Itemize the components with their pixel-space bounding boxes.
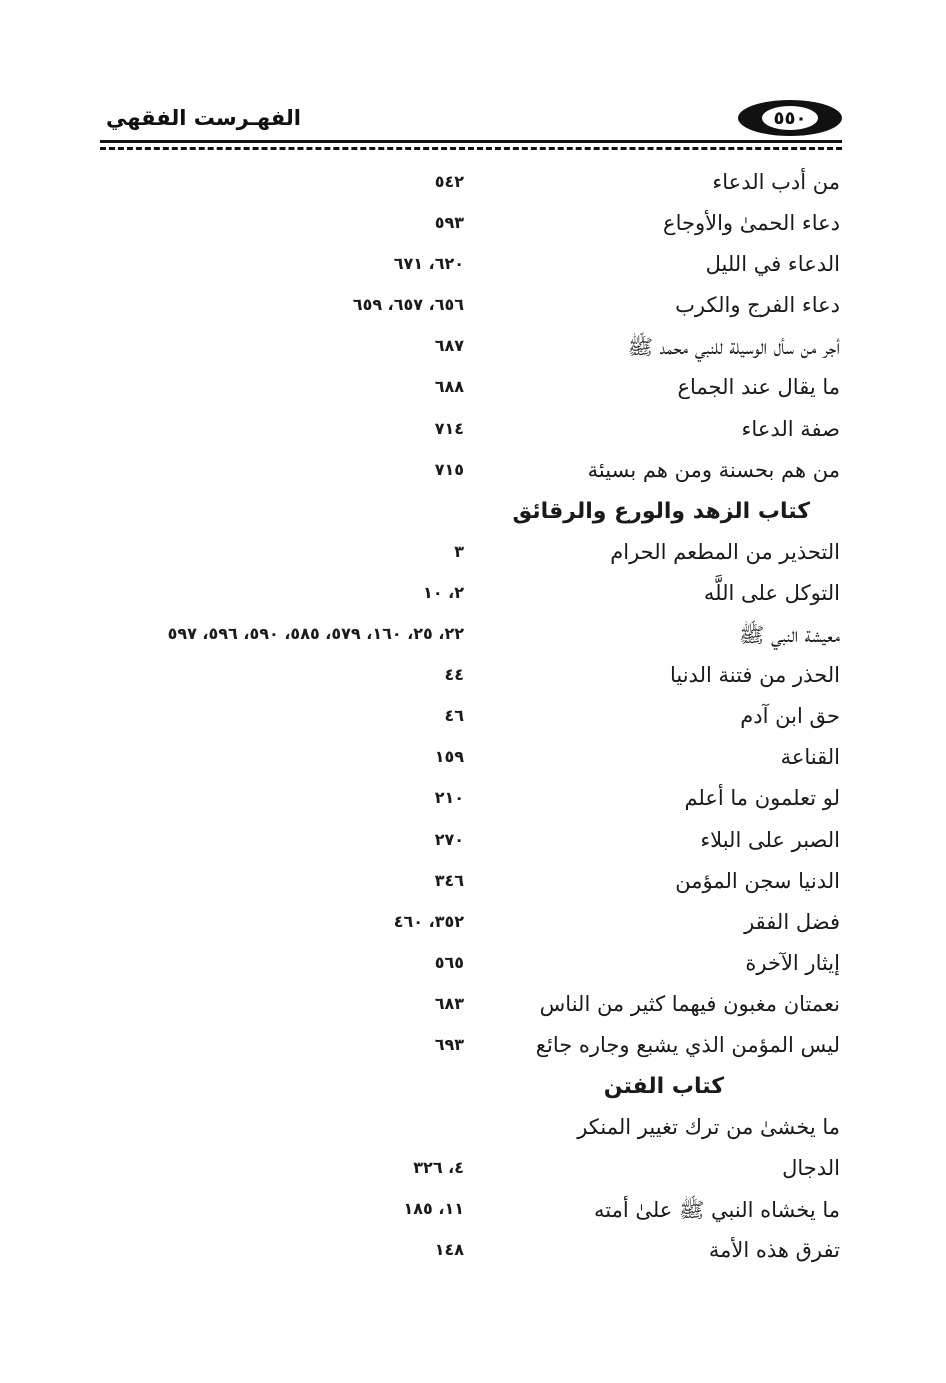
entry-pages: ٣٤٦ — [434, 870, 464, 890]
entry-topic: الصبر على البلاء — [700, 827, 840, 852]
entry-pages: ٣٥٢، ٤٦٠ — [393, 911, 464, 931]
index-entry — [0, 1029, 946, 1070]
entry-topic: صفة الدعاء — [741, 416, 840, 441]
index-entry — [0, 618, 946, 659]
index-entry — [0, 659, 946, 700]
index-entry — [0, 1234, 946, 1275]
index-entry — [0, 536, 946, 577]
entry-pages: ٦٨٧ — [434, 336, 464, 356]
section-heading-title: كتاب الفتن — [603, 1074, 724, 1100]
index-entry — [0, 906, 946, 947]
entry-pages: ٢، ١٠ — [423, 582, 464, 602]
entry-pages: ٥٩٣ — [434, 213, 464, 233]
index-entry — [0, 577, 946, 618]
entry-pages: ١١، ١٨٥ — [403, 1199, 464, 1219]
entry-pages: ٤٤ — [444, 665, 464, 685]
section-heading — [0, 495, 946, 536]
index-entry — [0, 371, 946, 412]
entry-topic: ما يقال عند الجماع — [677, 375, 840, 400]
entry-topic: التحذير من المطعم الحرام — [610, 539, 840, 564]
entry-pages: ٢٢، ٢٥، ١٦٠، ٥٧٩، ٥٨٥، ٥٩٠، ٥٩٦، ٥٩٧ — [167, 624, 464, 644]
entry-topic: لو تعلمون ما أعلم — [684, 786, 840, 811]
entry-pages: ٧١٥ — [434, 459, 464, 479]
index-entry — [0, 947, 946, 988]
entry-topic: التوكل على اللَّه — [703, 580, 840, 605]
header-rule-dashed — [100, 147, 842, 150]
index-entry — [0, 166, 946, 207]
index-entry — [0, 207, 946, 248]
page-header — [100, 96, 842, 156]
index-entry — [0, 454, 946, 495]
index-entry — [0, 824, 946, 865]
page-number: ٥٥٠ — [762, 106, 818, 130]
entry-topic: دعاء الفرج والكرب — [675, 293, 840, 318]
entry-topic: حق ابن آدم — [740, 704, 840, 729]
entry-pages: ٦٩٣ — [434, 1034, 464, 1054]
index-entry — [0, 1152, 946, 1193]
entry-topic: الدنيا سجن المؤمن — [675, 868, 840, 893]
entry-topic: القناعة — [780, 745, 840, 770]
index-entry — [0, 782, 946, 823]
entry-topic: معيشة النبي ﷺ — [738, 623, 840, 648]
index-entry — [0, 988, 946, 1029]
index-entry — [0, 413, 946, 454]
index-entry — [0, 741, 946, 782]
entry-topic: الدجال — [782, 1156, 840, 1181]
index-entry — [0, 289, 946, 330]
entry-topic: الحذر من فتنة الدنيا — [669, 663, 840, 688]
entry-topic: الدعاء في الليل — [705, 252, 840, 277]
index-entry — [0, 865, 946, 906]
index-entry — [0, 248, 946, 289]
entry-pages: ٧١٤ — [434, 418, 464, 438]
entry-pages: ٥٦٥ — [434, 952, 464, 972]
entry-pages: ٤٦ — [444, 706, 464, 726]
entry-topic: دعاء الحمىٰ والأوجاع — [663, 211, 840, 236]
index-entry — [0, 1111, 946, 1152]
entry-topic: تفرق هذه الأمة — [708, 1238, 840, 1263]
section-heading — [0, 1070, 946, 1111]
entry-topic: أجر من سأل الوسيلة للنبي محمد ﷺ — [627, 335, 840, 360]
entry-topic: ما يخشاه النبي ﷺ علىٰ أمته — [593, 1198, 840, 1223]
header-rule-solid — [100, 140, 842, 143]
entry-pages: ٤، ٣٢٦ — [413, 1158, 464, 1178]
entry-pages: ٦٥٦، ٦٥٧، ٦٥٩ — [352, 295, 464, 315]
entry-pages: ٥٤٢ — [434, 172, 464, 191]
index-entry — [0, 330, 946, 371]
section-heading-title: كتاب الزهد والورع والرقائق — [512, 498, 810, 524]
entry-topic: ليس المؤمن الذي يشبع وجاره جائع — [535, 1032, 840, 1057]
entry-pages: ٢١٠ — [434, 788, 464, 808]
entry-pages: ٣ — [454, 541, 464, 561]
entry-pages: ٦٢٠، ٦٧١ — [393, 254, 464, 274]
entry-topic: نعمتان مغبون فيهما كثير من الناس — [539, 991, 840, 1016]
index-entry — [0, 1193, 946, 1234]
entry-topic: ما يخشىٰ من ترك تغيير المنكر — [577, 1115, 840, 1140]
index-entry — [0, 700, 946, 741]
entry-pages: ١٥٩ — [434, 747, 464, 767]
page-number-badge — [738, 100, 842, 136]
index-entries — [0, 166, 946, 1276]
entry-pages: ٦٨٣ — [434, 993, 464, 1013]
entry-pages: ٢٧٠ — [434, 829, 464, 849]
entry-topic: من أدب الدعاء — [712, 170, 840, 194]
running-title: الفهـرست الفقهي — [106, 106, 301, 130]
entry-topic: من هم بحسنة ومن هم بسيئة — [587, 457, 840, 482]
entry-pages: ١٤٨ — [434, 1240, 464, 1260]
entry-topic: إيثار الآخرة — [745, 950, 840, 975]
entry-topic: فضل الفقر — [744, 909, 840, 934]
entry-pages: ٦٨٨ — [434, 377, 464, 397]
